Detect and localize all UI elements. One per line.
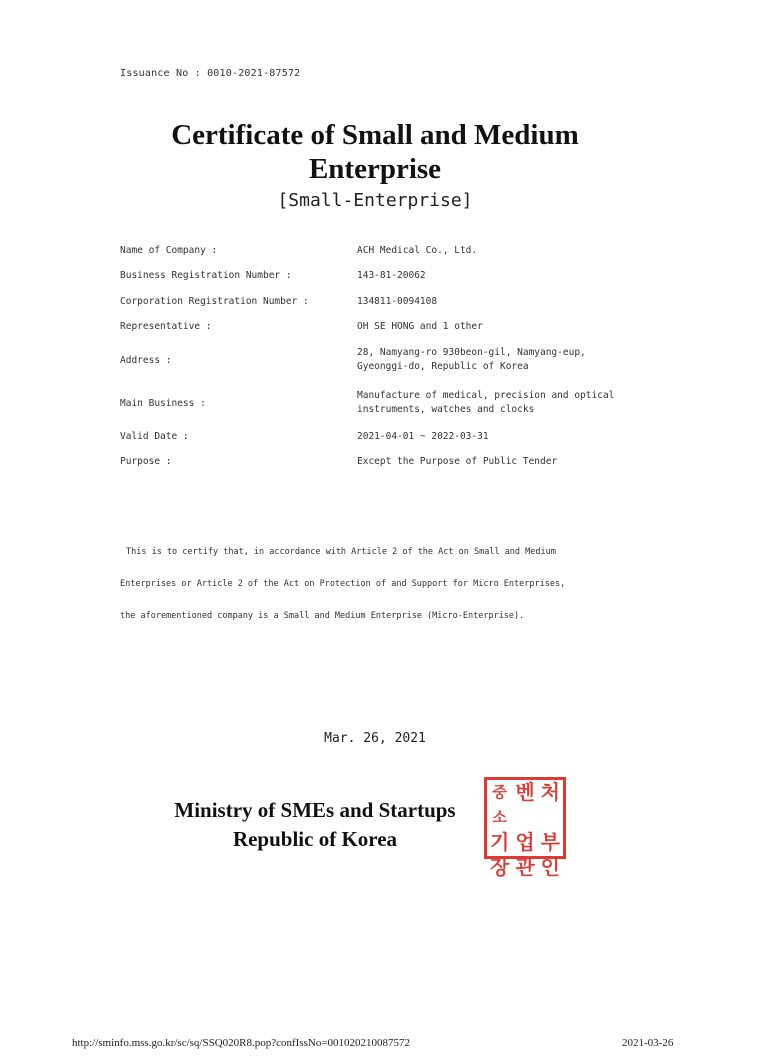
issue-date: Mar. 26, 2021 — [324, 731, 426, 746]
field-value-line: Manufacture of medical, precision and optical — [357, 390, 615, 401]
country-name: Republic of Korea — [232, 827, 398, 851]
seal-char: 부 — [540, 830, 560, 854]
official-seal-stamp — [484, 777, 566, 879]
certification-line: Enterprises or Article 2 of the Act on Protection of and Support for Micro Enterprises, — [120, 579, 566, 589]
seal-char: 중소 — [492, 783, 507, 826]
title-line-1: Certificate of Small and Medium — [171, 119, 579, 151]
field-value: 134811-0094108 — [357, 296, 438, 307]
seal-char: 처 — [540, 780, 560, 804]
seal-char: 관 — [515, 855, 535, 879]
field-value-line: Gyeonggi-do, Republic of Korea — [357, 361, 529, 372]
field-value-line: 28, Namyang-ro 930beon-gil, Namyang-eup, — [357, 347, 586, 358]
seal-char: 장 — [490, 855, 510, 879]
certification-line: the aforementioned company is a Small and Medium Enterprise (Micro-Enterprise). — [120, 611, 525, 621]
footer-url: http://sminfo.mss.go.kr/sc/sq/SSQ020R8.pop?confIssNo=001020210087572 — [72, 1037, 411, 1049]
seal-char: 벤 — [515, 780, 535, 804]
certification-line: This is to certify that, in accordance with Article 2 of the Act on Small and Medium — [126, 547, 556, 557]
field-value — [357, 346, 657, 374]
field-row-address — [120, 346, 660, 374]
field-value: Except the Purpose of Public Tender — [357, 456, 558, 467]
field-label: Main Business : — [120, 398, 206, 409]
field-label: Corporation Registration Number : — [120, 296, 309, 307]
seal-char: 기 — [490, 830, 510, 854]
field-value — [357, 389, 657, 417]
ministry-name: Ministry of SMEs and Startups — [174, 798, 456, 822]
field-label: Purpose : — [120, 456, 172, 467]
field-row-main-business — [120, 389, 660, 417]
field-value: 2021-04-01 ~ 2022-03-31 — [357, 431, 489, 442]
field-value: 143-81-20062 — [357, 270, 426, 281]
field-label: Address : — [120, 355, 172, 366]
field-value: ACH Medical Co., Ltd. — [357, 245, 478, 256]
seal-char: 인 — [540, 855, 560, 879]
field-label: Business Registration Number : — [120, 270, 292, 281]
issuance-number: Issuance No : 0010-2021-87572 — [120, 68, 301, 79]
field-label: Valid Date : — [120, 431, 189, 442]
certificate-subtitle: [Small-Enterprise] — [277, 190, 473, 211]
field-label: Representative : — [120, 321, 212, 332]
field-value: OH SE HONG and 1 other — [357, 321, 483, 332]
field-label: Name of Company : — [120, 245, 218, 256]
certificate-title — [0, 118, 750, 186]
field-value-line: instruments, watches and clocks — [357, 404, 535, 415]
footer-date: 2021-03-26 — [622, 1037, 674, 1049]
seal-char: 업 — [515, 830, 535, 854]
title-line-2: Enterprise — [308, 153, 442, 185]
